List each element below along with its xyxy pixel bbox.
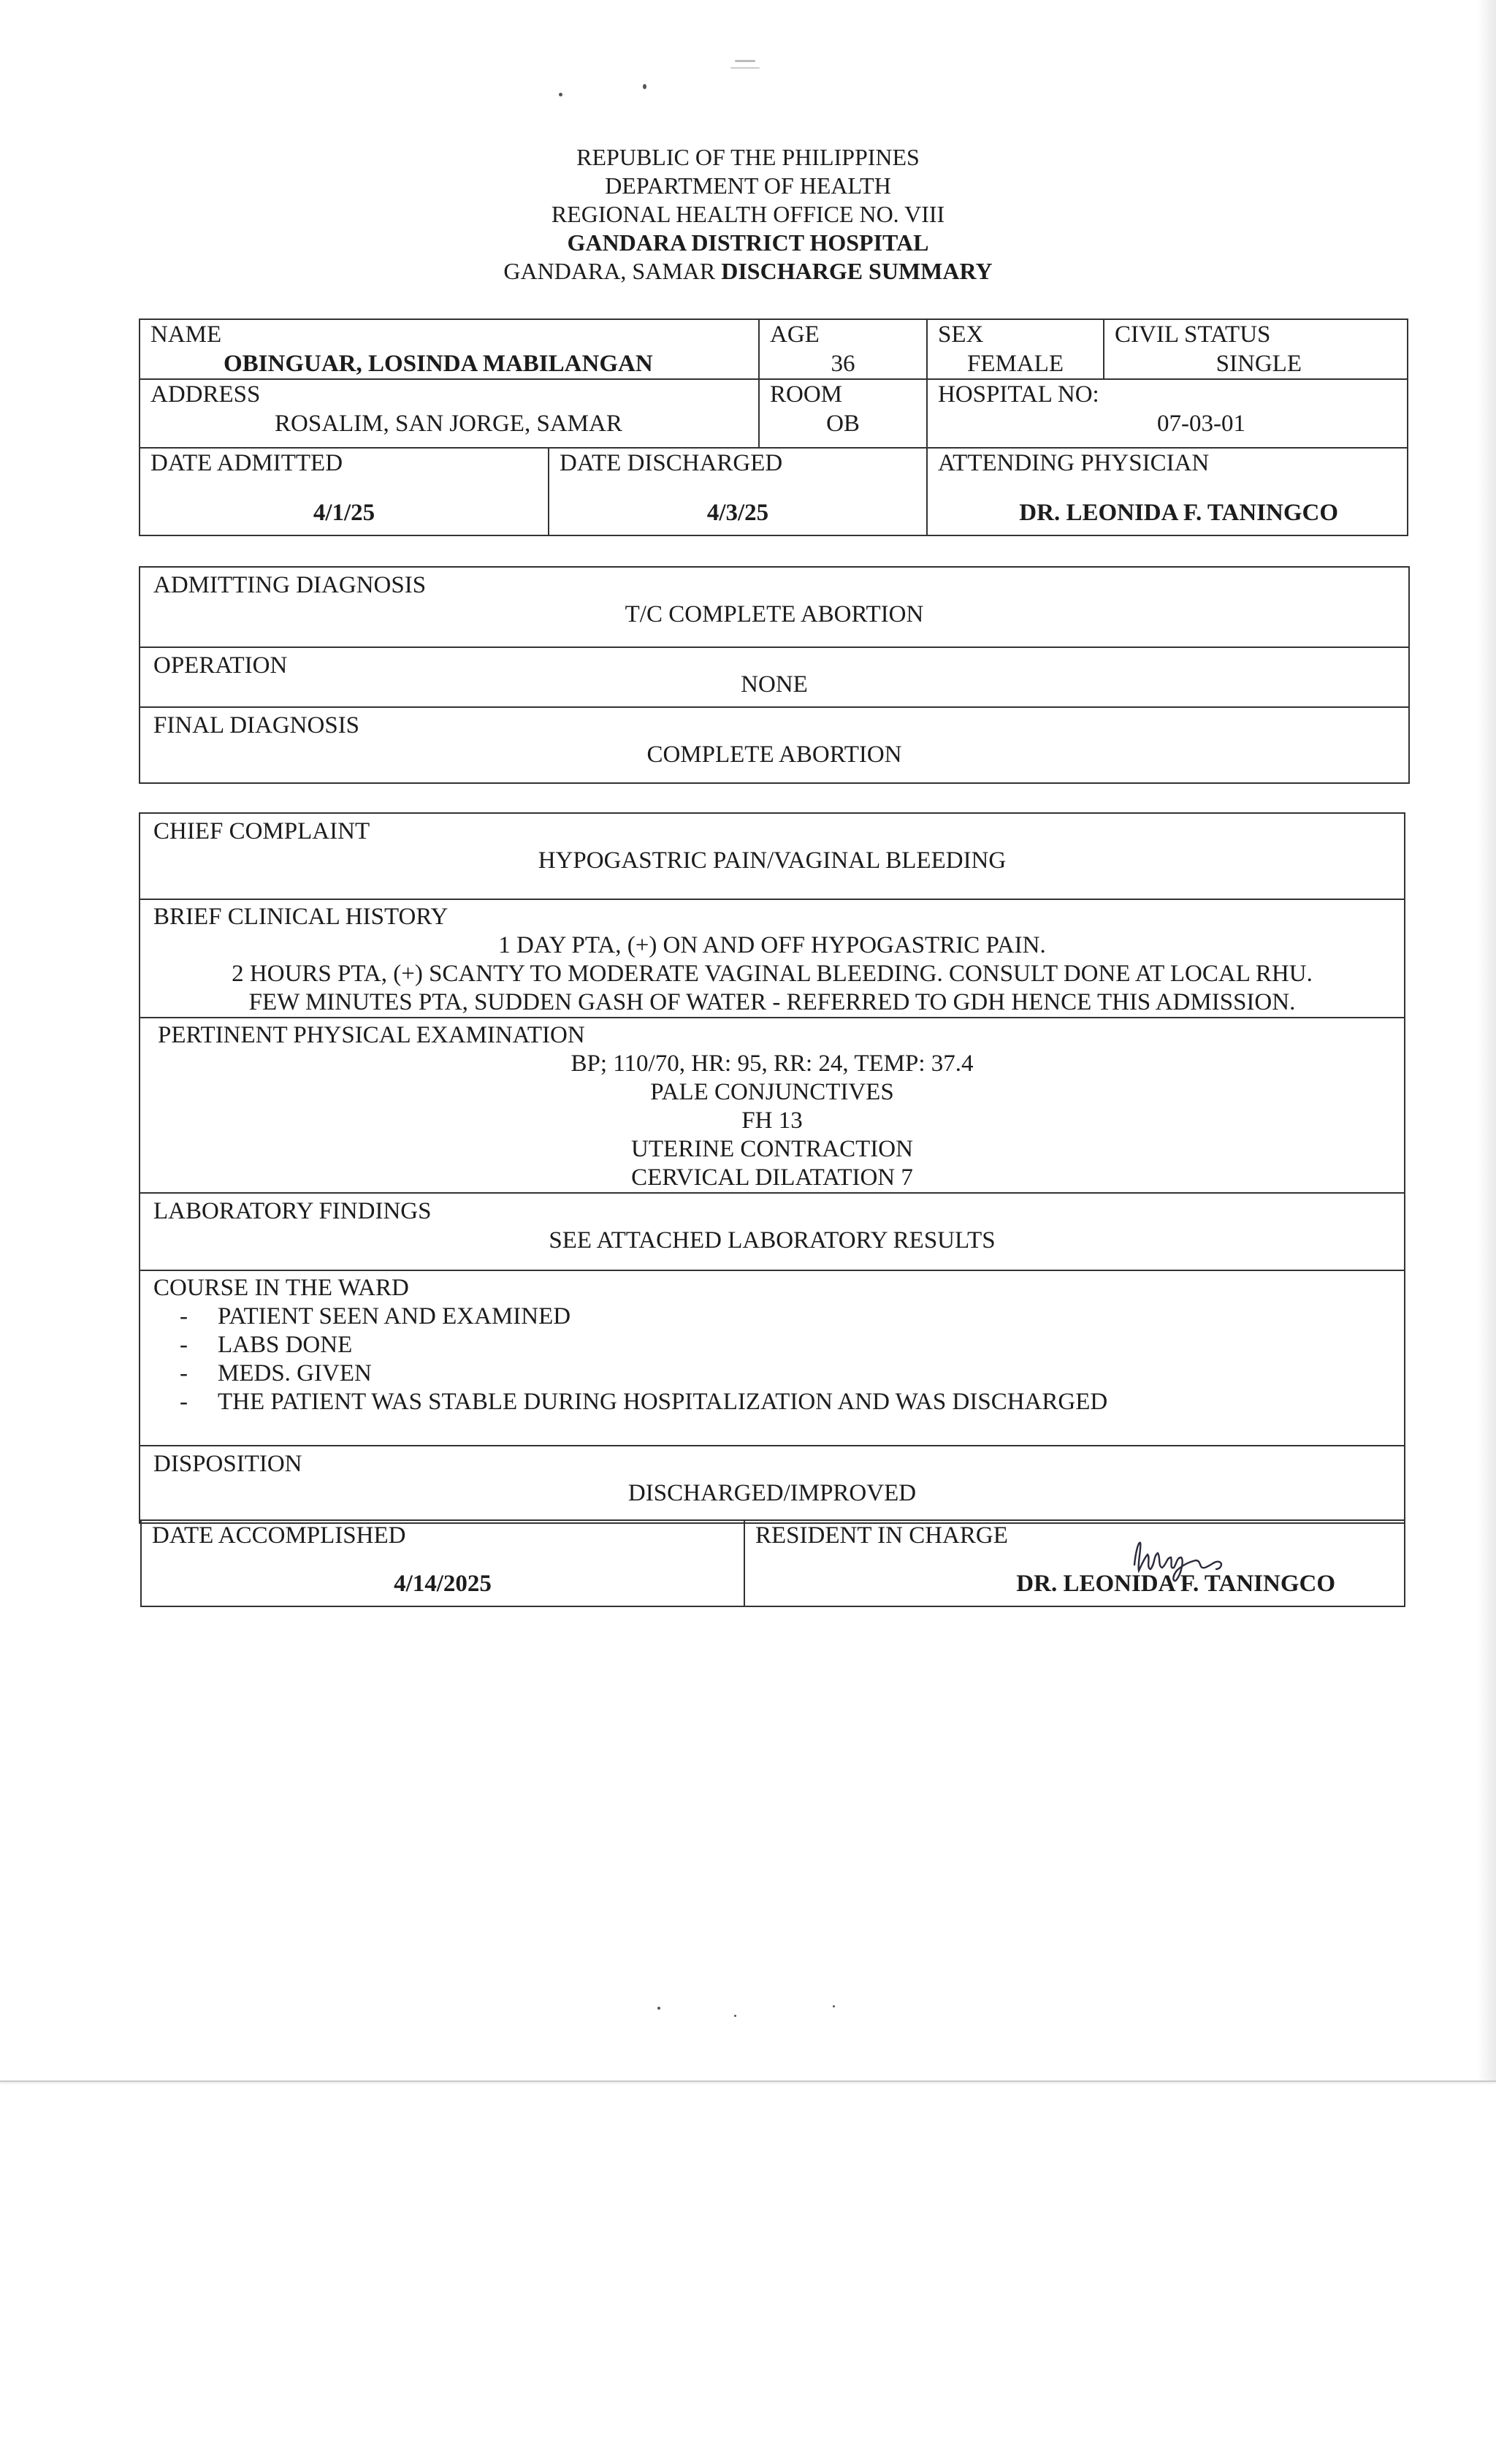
laboratory-row (140, 1192, 1404, 1270)
admitting-diagnosis-label: ADMITTING DIAGNOSIS (153, 572, 427, 598)
age-cell (759, 319, 927, 379)
patient-name: OBINGUAR, LOSINDA MABILANGAN (224, 351, 653, 377)
physical-exam-line: FH 13 (741, 1107, 803, 1134)
operation-value: NONE (741, 671, 808, 698)
patient-address: ROSALIM, SAN JORGE, SAMAR (275, 411, 622, 437)
laboratory-findings: SEE ATTACHED LABORATORY RESULTS (549, 1227, 996, 1254)
patient-age: 36 (831, 351, 855, 377)
header-hospital: GANDARA DISTRICT HOSPITAL (567, 229, 929, 256)
scan-speck (657, 2007, 660, 2010)
course-item: - LABS DONE (218, 1331, 1391, 1359)
clinical-history-line: 1 DAY PTA, (+) ON AND OFF HYPOGASTRIC PAIN. (498, 932, 1046, 958)
disposition-label: DISPOSITION (153, 1451, 302, 1477)
attending-physician-label: ATTENDING PHYSICIAN (938, 450, 1210, 476)
date-discharged-cell (549, 448, 927, 535)
physical-exam-line: PALE CONJUNCTIVES (650, 1079, 894, 1105)
patient-room: OB (826, 411, 860, 437)
chief-complaint-label: CHIEF COMPLAINT (153, 818, 370, 844)
date-accomplished: 4/14/2025 (394, 1571, 492, 1597)
header-location: GANDARA, SAMAR (503, 258, 716, 284)
disposition-row (140, 1445, 1404, 1522)
date-admitted-cell (140, 448, 549, 535)
clinical-history-label: BRIEF CLINICAL HISTORY (153, 904, 449, 930)
physical-exam-label: PERTINENT PHYSICAL EXAMINATION (158, 1022, 585, 1048)
clinical-history-row (140, 899, 1404, 1017)
date-discharged-label: DATE DISCHARGED (560, 450, 783, 476)
resident-cell (744, 1520, 1405, 1606)
document-title: DISCHARGE SUMMARY (721, 258, 993, 284)
scan-speck (730, 67, 760, 69)
address-label: ADDRESS (150, 381, 261, 408)
physical-exam-row (140, 1017, 1404, 1192)
clinical-section (139, 812, 1405, 1524)
hospital-no-cell (927, 379, 1408, 448)
admitting-diagnosis-row (140, 568, 1408, 646)
date-admitted: 4/1/25 (313, 500, 375, 526)
chief-complaint-row (140, 814, 1404, 899)
document-header (0, 143, 1496, 286)
course-item: - PATIENT SEEN AND EXAMINED (218, 1302, 1391, 1331)
civil-status-label: CIVIL STATUS (1115, 321, 1271, 348)
scan-speck (559, 93, 562, 96)
chief-complaint: HYPOGASTRIC PAIN/VAGINAL BLEEDING (538, 847, 1007, 874)
course-item: - MEDS. GIVEN (218, 1359, 1391, 1388)
patient-info-table (139, 319, 1408, 536)
room-label: ROOM (770, 381, 843, 408)
resident-name: DR. LEONIDA F. TANINGCO (1016, 1571, 1335, 1597)
page-edge-shadow (1477, 0, 1496, 2080)
physical-exam-line: UTERINE CONTRACTION (631, 1136, 913, 1162)
room-cell (759, 379, 927, 448)
patient-sex: FEMALE (967, 351, 1064, 377)
patient-civil-status: SINGLE (1216, 351, 1302, 377)
disposition: DISCHARGED/IMPROVED (627, 1480, 917, 1506)
hospital-no: 07-03-01 (1157, 411, 1245, 437)
date-accomplished-cell (141, 1520, 744, 1606)
scan-speck (643, 84, 646, 89)
final-diagnosis-label: FINAL DIAGNOSIS (153, 712, 360, 739)
header-republic: REPUBLIC OF THE PHILIPPINES (576, 144, 920, 170)
laboratory-label: LABORATORY FINDINGS (153, 1198, 432, 1224)
course-label: COURSE IN THE WARD (153, 1275, 409, 1301)
physical-exam-line: BP; 110/70, HR: 95, RR: 24, TEMP: 37.4 (570, 1050, 974, 1077)
date-accomplished-label: DATE ACCOMPLISHED (152, 1522, 406, 1549)
resident-label: RESIDENT IN CHARGE (755, 1522, 1008, 1549)
course-row (140, 1270, 1404, 1445)
header-location-line (0, 257, 1496, 286)
civil-status-cell (1104, 319, 1408, 379)
address-cell (140, 379, 759, 448)
header-department: DEPARTMENT OF HEALTH (605, 172, 891, 199)
course-item: - THE PATIENT WAS STABLE DURING HOSPITALIZATION AND WAS DISCHARGED (218, 1388, 1391, 1416)
course-list (153, 1302, 1391, 1416)
scan-speck (833, 2005, 835, 2007)
sex-label: SEX (938, 321, 984, 348)
signature-mark (1129, 1536, 1238, 1587)
final-diagnosis: COMPLETE ABORTION (646, 741, 902, 768)
operation-label: OPERATION (153, 652, 288, 679)
header-regional-office: REGIONAL HEALTH OFFICE NO. VIII (551, 201, 945, 227)
scan-speck (735, 60, 755, 62)
final-diagnosis-row (140, 706, 1408, 781)
clinical-history-line: FEW MINUTES PTA, SUDDEN GASH OF WATER - REFERRED TO GDH HENCE THIS ADMISSION. (248, 989, 1296, 1015)
date-discharged: 4/3/25 (706, 500, 769, 526)
admitting-diagnosis: T/C COMPLETE ABORTION (625, 601, 924, 628)
date-admitted-label: DATE ADMITTED (150, 450, 343, 476)
operation-row (140, 646, 1408, 706)
physical-exam-line: CERVICAL DILATATION 7 (631, 1164, 913, 1191)
scan-speck (734, 2015, 736, 2017)
clinical-history-line: 2 HOURS PTA, (+) SCANTY TO MODERATE VAGINAL BLEEDING. CONSULT DONE AT LOCAL RHU. (232, 961, 1313, 987)
name-cell (140, 319, 759, 379)
sex-cell (927, 319, 1104, 379)
hospital-no-label: HOSPITAL NO: (938, 381, 1099, 408)
diagnosis-section (139, 566, 1410, 784)
attending-physician-cell (927, 448, 1408, 535)
attending-physician: DR. LEONIDA F. TANINGCO (1019, 500, 1338, 526)
age-label: AGE (770, 321, 820, 348)
name-label: NAME (150, 321, 222, 348)
